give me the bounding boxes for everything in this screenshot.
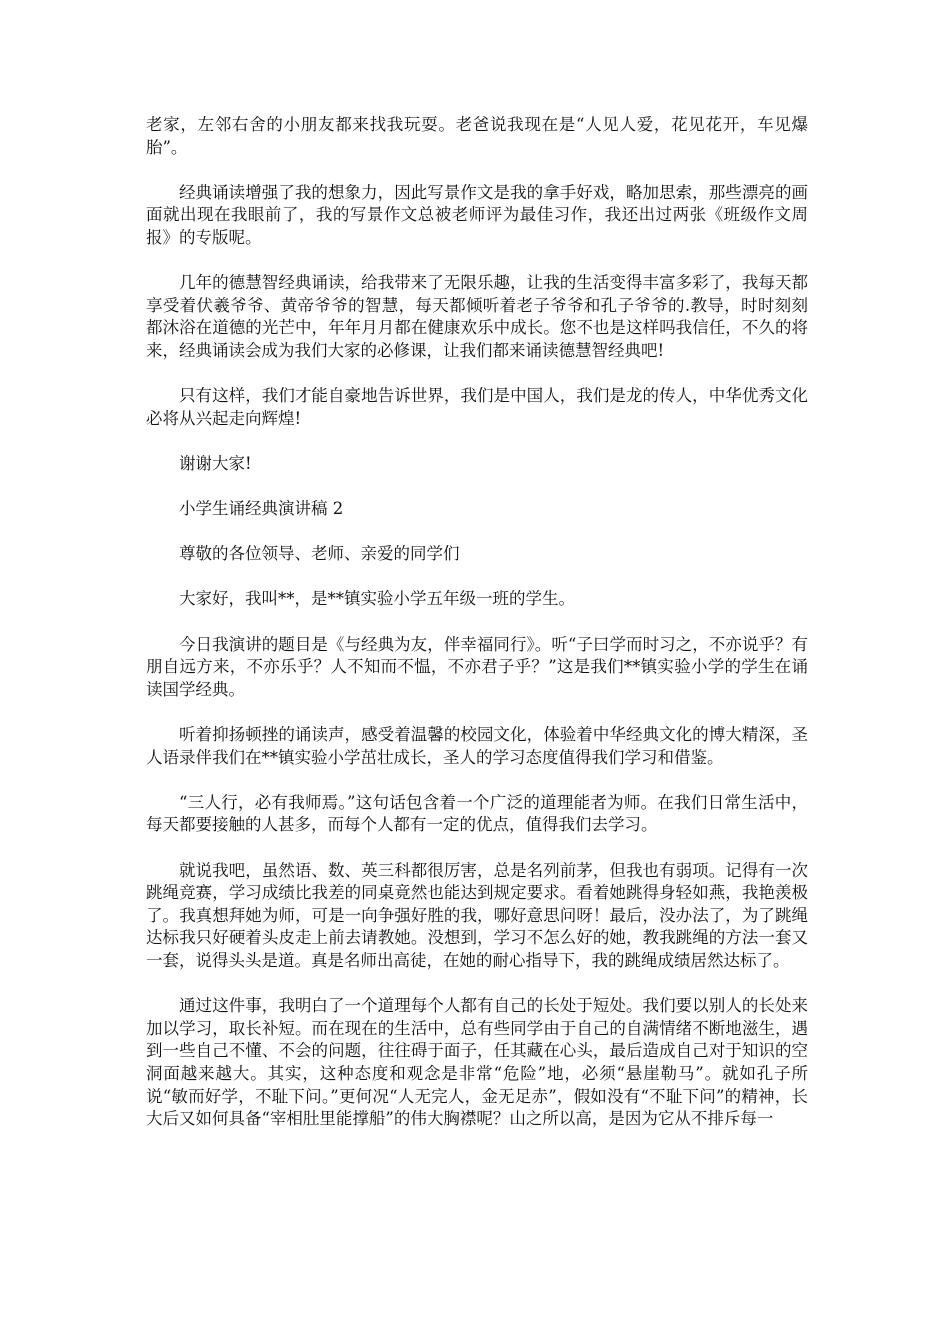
paragraph-three-people: “三人行，必有我师焉。”这句话包含着一个广泛的道理能者为师。在我们日常生活中，每天都要接触的人甚多，而每个人都有一定的优点，值得我们去学习。 — [146, 792, 808, 835]
paragraph-imagination: 经典诵读增强了我的想象力，因此写景作文是我的拿手好戏，略加思索，那些漂亮的画面就出现在我眼前了，我的写景作文总被老师评为最佳习作，我还出过两张《班级作文周报》的专版呢。 — [146, 182, 808, 247]
paragraph-conclusion: 只有这样，我们才能自豪地告诉世界，我们是中国人，我们是龙的传人，中华优秀文化必将从兴起走向辉煌! — [146, 386, 808, 428]
paragraph-topic: 今日我演讲的题目是《与经典为友，伴幸福同行》。听“子曰学而时习之，不亦说乎？有朋自远方来，不亦乐乎？人不知而不愠，不亦君子乎？”这是我们**镇实验小学的学生在诵读国学经典。 — [146, 634, 808, 699]
paragraph-continued: 老家，左邻右舍的小朋友都来找我玩耍。老爸说我现在是“人见人爱，花见花开，车见爆胎”。 — [146, 115, 808, 157]
paragraph-lesson: 通过这件事，我明白了一个道理每个人都有自己的长处于短处。我们要以别人的长处来加以学习，取长补短。而在现在的生活中，总有些同学由于自己的自满情绪不断地滋生，遇到一些自己不懂、不会的问题，往往碍于面子，任其藏在心头，最后造成自己对于知识的空洞面越来越大。其实，这种态度和观念是非常“危险”地，必须“悬崖勒马”。就如孔子所说“敏而好学，不耻下问。”更何况“人无完人，金无足赤”，假如没有“不耻下问”的精神，长大后又如何具备“宰相肚里能撑船”的伟大胸襟呢？山之所以高，是因为它从不排斥每一 — [146, 996, 808, 1129]
speech-salutation: 尊敬的各位领导、老师、亲爱的同学们 — [179, 544, 460, 564]
paragraph-campus-culture: 听着抑扬顿挫的诵读声，感受着温馨的校园文化，体验着中华经典文化的博大精深，圣人语录伴我们在**镇实验小学茁壮成长，圣人的学习态度值得我们学习和借鉴。 — [146, 725, 808, 767]
speech-title: 小学生诵经典演讲稿 2 — [179, 499, 344, 519]
document-body — [146, 114, 808, 1153]
paragraph-thanks: 谢谢大家! — [179, 453, 252, 473]
paragraph-classics-reading: 几年的德慧智经典诵读，给我带来了无限乐趣，让我的生活变得丰富多彩了，我每天都享受着伏羲爷爷、黄帝爷爷的智慧，每天都倾听着老子爷爷和孔子爷爷的.教导，时时刻刻都沐浴在道德的光芒中，年年月月都在健康欢乐中成长。您不也是这样吗我信任，不久的将来，经典诵读会成为我们大家的必修课，让我们都来诵读德慧智经典吧! — [146, 273, 808, 360]
speech-greeting: 大家好，我叫**，是**镇实验小学五年级一班的学生。 — [179, 589, 575, 609]
paragraph-jump-rope: 就说我吧，虽然语、数、英三科都很厉害，总是名列前茅，但我也有弱项。记得有一次跳绳竞赛，学习成绩比我差的同桌竟然也能达到规定要求。看着她跳得身轻如燕，我艳羡极了。我真想拜她为师，可是一向争强好胜的我，哪好意思问呀！最后，没办法了，为了跳绳达标我只好硬着头皮走上前去请教她。没想到，学习不怎么好的她，教我跳绳的方法一套又一套，说得头头是道。真是名师出高徒，在她的耐心指导下，我的跳绳成绩居然达标了。 — [146, 860, 808, 970]
